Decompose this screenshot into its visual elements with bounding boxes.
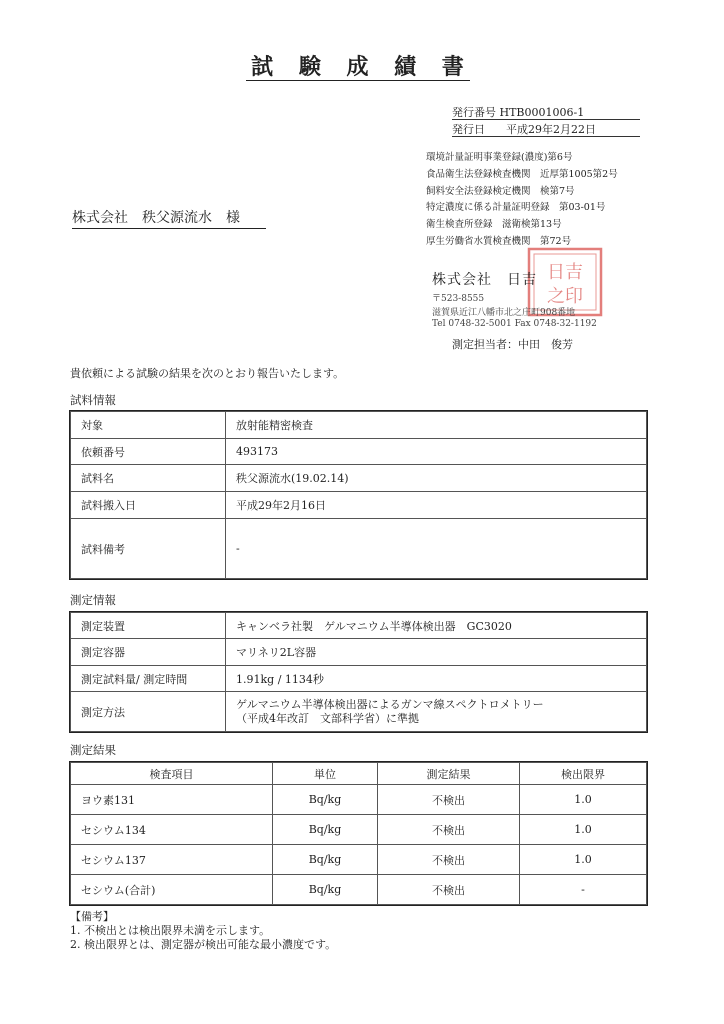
certification-item: 飼料安全法登録検定機関 検第7号 [426, 185, 575, 197]
sample-info-table [70, 411, 647, 579]
result-unit: Bq/kg [273, 815, 378, 845]
certification-item: 厚生労働省水質検査機関 第72号 [426, 235, 572, 247]
table-row [71, 492, 647, 519]
intro-text: 貴依頼による試験の結果を次のとおり報告いたします。 [70, 367, 345, 380]
certification-item: 食品衛生法登録検査機関 近厚第1005第2号 [426, 168, 618, 180]
measure-method-line: （平成4年改訂 文部科学省）に準拠 [236, 711, 419, 725]
sample-label: 試料名 [71, 465, 226, 492]
result-item: セシウム134 [71, 815, 273, 845]
issue-number-underline [452, 119, 640, 120]
certification-item: 衛生検査所登録 滋衛検第13号 [426, 219, 562, 231]
result-limit: 1.0 [520, 845, 647, 875]
issue-date: 平成29年2月22日 [506, 123, 596, 136]
certification-list [426, 150, 618, 251]
issuer-phone [432, 319, 597, 329]
issue-number-row [452, 104, 638, 120]
column-header: 単位 [273, 763, 378, 785]
measure-value [226, 692, 647, 732]
notes [70, 910, 336, 952]
result-value: 不検出 [378, 815, 520, 845]
sample-value: - [226, 519, 647, 579]
notes-heading: 【備考】 [70, 910, 114, 923]
table-row [71, 845, 647, 875]
issuer-company: 株式会社 日吉 [432, 272, 537, 288]
result-item: セシウム(合計) [71, 875, 273, 905]
table-row [71, 692, 647, 732]
issuer-postal: 〒523-8555 [432, 294, 485, 304]
sample-value: 秩父源流水(19.02.14) [226, 465, 647, 492]
table-row [71, 875, 647, 905]
sample-label: 試料備考 [71, 519, 226, 579]
results-table [70, 762, 647, 905]
measure-method-line: ゲルマニウム半導体検出器によるガンマ線スペクトロメトリー [236, 697, 544, 711]
table-row [71, 639, 647, 666]
result-item: セシウム137 [71, 845, 273, 875]
measure-label: 測定試料量/ 測定時間 [71, 666, 226, 692]
table-row [71, 785, 647, 815]
column-header: 測定結果 [378, 763, 520, 785]
result-value: 不検出 [378, 845, 520, 875]
table-row [71, 815, 647, 845]
table-row [71, 412, 647, 439]
table-row [71, 439, 647, 465]
result-limit: 1.0 [520, 785, 647, 815]
table-row [71, 666, 647, 692]
result-unit: Bq/kg [273, 785, 378, 815]
title-underline [246, 80, 470, 81]
column-header: 検査項目 [71, 763, 273, 785]
certification-item: 特定濃度に係る計量証明登録 第03-01号 [426, 202, 606, 214]
table-header-row [71, 763, 647, 785]
issuer-tel: Tel 0748-32-5001 [432, 319, 512, 329]
result-unit: Bq/kg [273, 875, 378, 905]
table-row [71, 613, 647, 639]
table-row [71, 519, 647, 579]
result-value: 不検出 [378, 875, 520, 905]
note-line: 2. 検出限界とは、測定器が検出可能な最小濃度です。 [70, 938, 337, 951]
svg-text:日吉: 日吉 [547, 262, 583, 283]
sample-label: 対象 [71, 412, 226, 439]
result-item: ヨウ素131 [71, 785, 273, 815]
issue-date-underline [452, 136, 640, 137]
issue-number-label: 発行番号 [452, 106, 496, 119]
measurement-person: 測定担当者：中田 俊芳 [452, 338, 573, 351]
measure-label: 測定装置 [71, 613, 226, 639]
measure-value: キャンベラ社製 ゲルマニウム半導体検出器 GC3020 [226, 613, 647, 639]
sample-value: 平成29年2月16日 [226, 492, 647, 519]
certification-item: 環境計量証明事業登録(濃度)第6号 [426, 152, 573, 163]
client-name: 株式会社 秩父源流水 様 [72, 210, 240, 226]
result-limit: 1.0 [520, 815, 647, 845]
result-limit: - [520, 875, 647, 905]
sample-info-heading: 試料情報 [70, 393, 116, 407]
issuer-address: 滋賀県近江八幡市北之庄町908番地 [432, 308, 576, 318]
sample-label: 依頼番号 [71, 439, 226, 465]
measure-info-table [70, 612, 647, 732]
issue-date-label: 発行日 [452, 123, 485, 136]
client-underline [72, 228, 266, 229]
document-title: 試 験 成 績 書 [251, 54, 473, 80]
measure-value: 1.91kg / 1134秒 [226, 666, 647, 692]
column-header: 検出限界 [520, 763, 647, 785]
issuer-fax: Fax 0748-32-1192 [514, 319, 597, 329]
table-row [71, 465, 647, 492]
measure-info-heading: 測定情報 [70, 593, 116, 607]
issue-date-row [452, 121, 638, 137]
result-value: 不検出 [378, 785, 520, 815]
sample-value: 放射能精密検査 [226, 412, 647, 439]
measure-value: マリネリ2L容器 [226, 639, 647, 666]
sample-value: 493173 [226, 439, 647, 465]
measure-label: 測定容器 [71, 639, 226, 666]
sample-label: 試料搬入日 [71, 492, 226, 519]
note-line: 1. 不検出とは検出限界未満を示します。 [70, 924, 271, 937]
svg-text:之印: 之印 [547, 286, 583, 307]
results-heading: 測定結果 [70, 743, 116, 757]
result-unit: Bq/kg [273, 845, 378, 875]
measure-label: 測定方法 [71, 692, 226, 732]
issue-number: HTB0001006-1 [499, 106, 585, 119]
